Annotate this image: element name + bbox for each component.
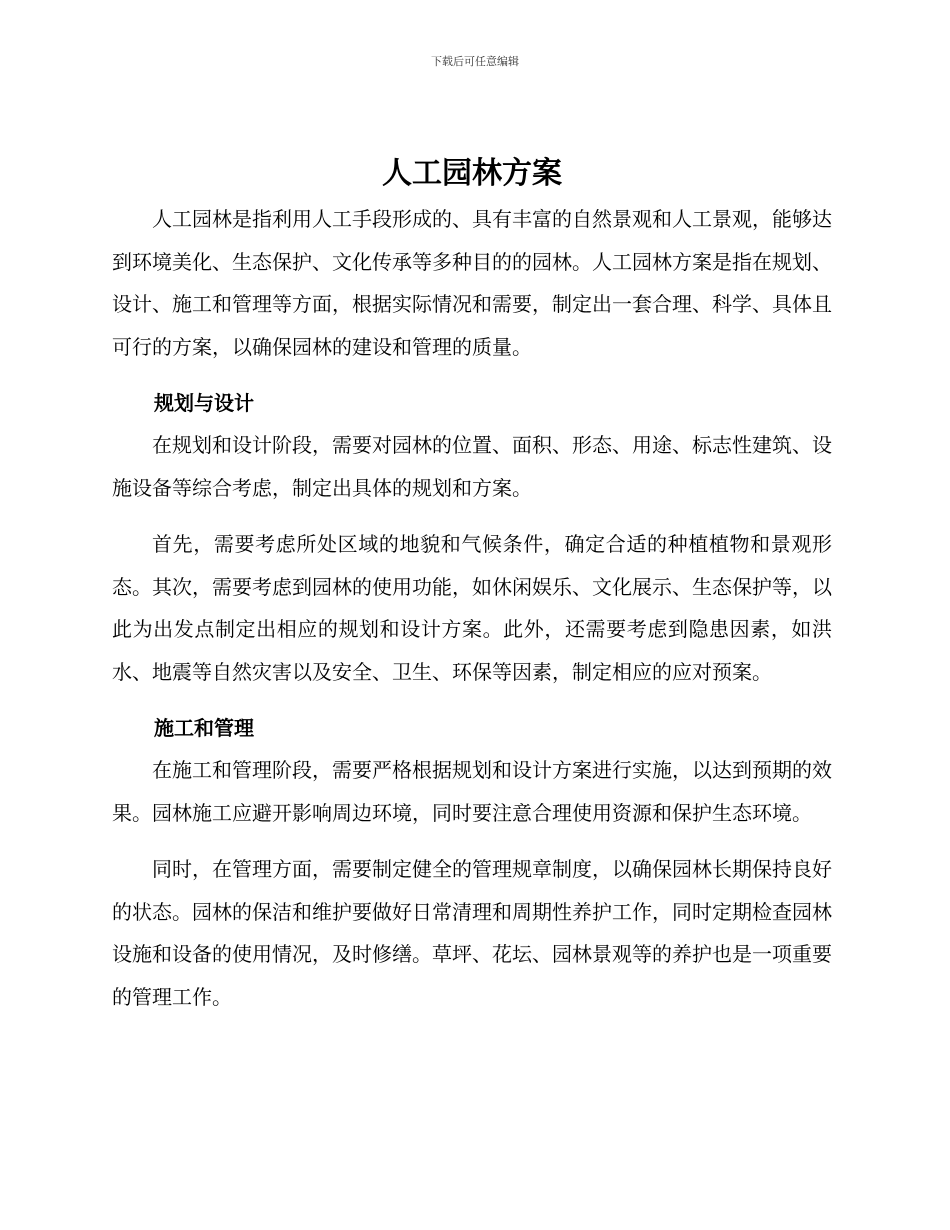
planning-paragraph-2: 首先，需要考虑所处区域的地貌和气候条件，确定合适的种植植物和景观形态。其次，需要考虑到园林的使用功能，如休闲娱乐、文化展示、生态保护等，以此为出发点制定出相应的规划和设计方案。此外，还需要考虑到隐患因素，如洪水、地震等自然灾害以及安全、卫生、环保等因素，制定相应的应对预案。 [112,532,832,684]
intro-paragraph: 人工园林是指利用人工手段形成的、具有丰富的自然景观和人工景观，能够达到环境美化、生态保护、文化传承等多种目的的园林。人工园林方案是指在规划、设计、施工和管理等方面，根据实际情况和需要，制定出一套合理、科学、具体且可行的方案，以确保园林的建设和管理的质量。 [112,207,832,359]
section-heading-planning: 规划与设计 [154,391,254,415]
page-header: 下载后可任意编辑 [431,55,519,68]
section-heading-construction: 施工和管理 [154,716,254,740]
document-body [112,150,832,1018]
planning-paragraph-1: 在规划和设计阶段，需要对园林的位置、面积、形态、用途、标志性建筑、设施设备等综合考虑，制定出具体的规划和方案。 [112,433,832,500]
document-title: 人工园林方案 [382,156,562,191]
construction-paragraph-2: 同时，在管理方面，需要制定健全的管理规章制度，以确保园林长期保持良好的状态。园林的保洁和维护要做好日常清理和周期性养护工作，同时定期检查园林设施和设备的使用情况，及时修缮。草坪、花坛、园林景观等的养护也是一项重要的管理工作。 [112,857,832,1009]
construction-paragraph-1: 在施工和管理阶段，需要严格根据规划和设计方案进行实施，以达到预期的效果。园林施工应避开影响周边环境，同时要注意合理使用资源和保护生态环境。 [112,758,832,825]
